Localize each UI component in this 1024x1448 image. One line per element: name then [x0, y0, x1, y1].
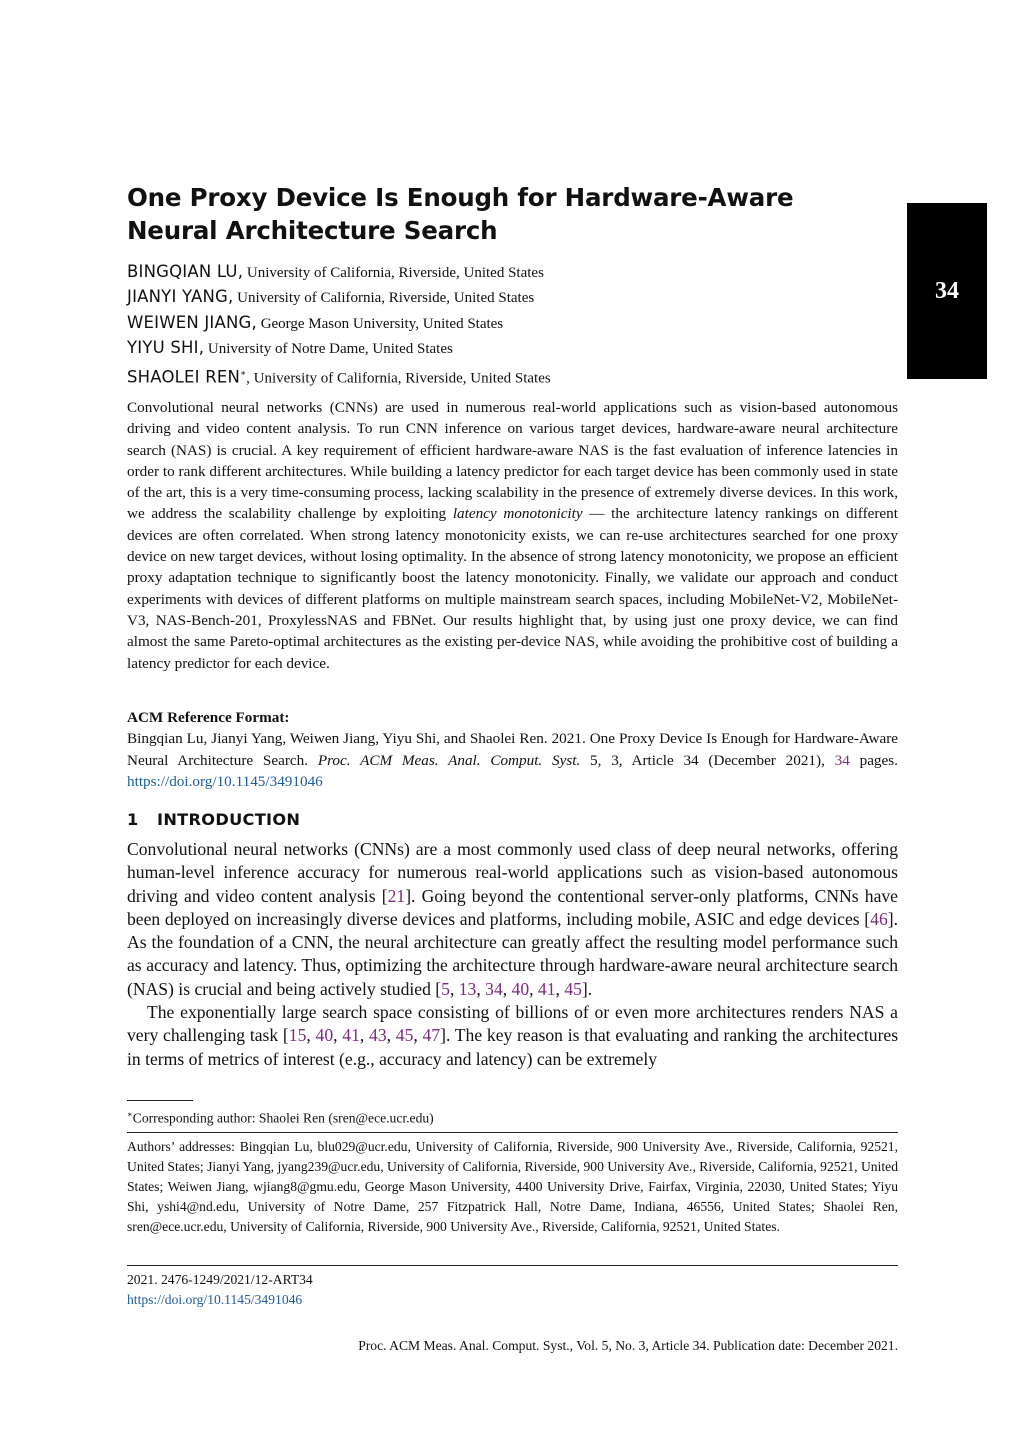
author-entry	[127, 337, 887, 362]
publication-doi-link[interactable]: https://doi.org/10.1145/3491046	[127, 1292, 303, 1307]
reference-text: 5, 3, Article 34 (December 2021),	[580, 751, 835, 769]
author-affiliation: , University of California, Riverside, United States	[246, 370, 551, 387]
publication-line: 2021. 2476-1249/2021/12-ART34	[127, 1272, 313, 1287]
paper-title: One Proxy Device Is Enough for Hardware-Aware Neural Architecture Search	[127, 183, 794, 245]
body-text: ].	[581, 978, 593, 999]
publication-info	[127, 1270, 898, 1310]
body-text: ]. As the foundation of a CNN, the neural architecture can greatly affect the resulting model performance such as accuracy and latency. Thus, optimizing the architecture through hardware-aware neural architecture search (NAS) is crucial and being actively studied [	[127, 908, 898, 999]
author-name: WEIWEN JIANG,	[127, 312, 257, 332]
citation-link[interactable]: 5	[441, 978, 450, 999]
citation-link[interactable]: 41	[537, 978, 556, 999]
author-name: BINGQIAN LU,	[127, 262, 244, 281]
citation-link[interactable]: 21	[387, 885, 406, 906]
doi-link[interactable]: https://doi.org/10.1145/3491046	[127, 772, 323, 790]
author-entry	[127, 312, 887, 337]
section-title: INTRODUCTION	[157, 810, 301, 829]
author-name: JIANYI YANG,	[127, 287, 234, 307]
introduction-body	[127, 838, 898, 1071]
running-footer: Proc. ACM Meas. Anal. Comput. Syst., Vol. 5, No. 3, Article 34. Publication date: December 2021.	[358, 1338, 898, 1353]
author-entry	[127, 362, 887, 387]
author-list	[127, 261, 887, 387]
author-entry	[127, 286, 887, 311]
citation-link[interactable]: 46	[870, 908, 888, 929]
acm-reference-heading: ACM Reference Format:	[127, 709, 290, 726]
reference-text: Bingqian Lu, Jianyi Yang, Weiwen Jiang, Yiyu Shi, and Shaolei Ren. 2021. One Proxy Device Is Enough for Hardware-Aware Neural Architecture Search.	[127, 730, 898, 769]
section-number: 1	[127, 810, 139, 829]
author-affiliation: University of California, Riverside, United States	[233, 290, 535, 307]
article-number: 34	[935, 277, 959, 304]
footnote-mark: ∗	[127, 1109, 133, 1119]
author-affiliation: University of Notre Dame, United States	[204, 340, 453, 357]
reference-text: pages.	[849, 751, 898, 769]
body-text: The exponentially large search space consisting of billions of or even more architectures renders NAS a very challenging task [	[127, 1002, 898, 1046]
acm-reference-body	[127, 728, 898, 792]
citation-link[interactable]: 34	[485, 978, 503, 999]
body-text: ]. Going beyond the contentional server-only platforms, CNNs have been deployed on increasingly diverse devices and platforms, including mobile, ASIC and edge devices [	[127, 885, 898, 929]
citation-link[interactable]: 43	[369, 1025, 387, 1046]
journal-name: Proc. ACM Meas. Anal. Comput. Syst.	[317, 751, 581, 769]
author-entry	[127, 261, 887, 286]
section-heading	[127, 808, 898, 832]
body-text: ]. The key reason is that evaluating and ranking the architectures in terms of metrics of interest (e.g., accuracy and latency) can be extremely	[127, 1025, 899, 1069]
page-count-link[interactable]: 34	[834, 751, 850, 769]
paragraph: The exponentially large search space consisting of billions of or even more architectures renders NAS a very challenging task [15, 40, 41, 43, 45, 47]. The key reason is that evaluating and ranking the architectures in terms of metrics of interest (e.g., accuracy and latency) can be extremely	[127, 1002, 899, 1069]
abstract-text: — the architecture latency rankings on different devices are often correlated. When strong latency monotonicity exists, we can re-use architectures searched for one proxy device on new target devices, without losing optimality. In the absence of strong latency monotonicity, we propose an efficient proxy adaptation technique to significantly boost the latency monotonicity. Finally, we validate our approach and conduct experiments with devices of different platforms on multiple mainstream search spaces, including MobileNet-V2, MobileNet-V3, NAS-Bench-201, ProxylessNAS and FBNet. Our results highlight that, by using just one proxy device, we can find almost the same Pareto-optimal architectures as the existing per-device NAS, while avoiding the prohibitive cost of building a latency predictor for each device.	[127, 505, 898, 672]
abstract-text: Convolutional neural networks (CNNs) are used in numerous real-world applications such as vision-based autonomous driving and video content analysis. To run CNN inference on various target devices, hardware-aware neural architecture search (NAS) is crucial. A key requirement of efficient hardware-aware NAS is the fast evaluation of inference latencies in order to rank different architectures. While building a latency predictor for each target device has been commonly used in state of the art, this is a very time-consuming process, lacking scalability in the presence of extremely diverse devices. In this work, we address the scalability challenge by exploiting	[127, 399, 898, 523]
paragraph: Convolutional neural networks (CNNs) are a most commonly used class of deep neural networks, offering human-level inference accuracy for numerous real-world applications such as vision-based autonomous driving and video content analysis [21]. Going beyond the contentional server-only platforms, CNNs have been deployed on increasingly diverse devices and platforms, including mobile, ASIC and edge devices [46]. As the foundation of a CNN, the neural architecture can greatly affect the resulting model performance such as accuracy and latency. Thus, optimizing the architecture through hardware-aware neural architecture search (NAS) is crucial and being actively studied [5, 13, 34, 40, 41, 45].	[127, 839, 898, 999]
footnote-rule	[127, 1100, 193, 1101]
abstract-emphasis: latency monotonicity	[452, 505, 583, 523]
author-affiliation: University of California, Riverside, United States	[243, 265, 544, 281]
article-number-tab	[907, 203, 987, 379]
citation-link[interactable]: 40	[511, 978, 530, 999]
body-text: Convolutional neural networks (CNNs) are a most commonly used class of deep neural networks, offering human-level inference accuracy for numerous real-world applications such as vision-based autonomous driving and video content analysis [	[127, 839, 898, 906]
citation-link[interactable]: 40	[315, 1025, 334, 1046]
divider	[127, 1132, 898, 1133]
author-name: SHAOLEI REN	[127, 367, 241, 387]
citation-link[interactable]: 41	[342, 1025, 360, 1046]
citation-link[interactable]: 15	[288, 1025, 307, 1046]
divider	[127, 1265, 898, 1266]
citation-link[interactable]: 45	[564, 978, 582, 999]
citation-link[interactable]: 13	[458, 978, 477, 999]
footnote	[127, 1104, 898, 1129]
corresponding-author-mark: ∗	[240, 368, 247, 379]
acm-reference-format	[127, 707, 898, 792]
author-addresses: Authors’ addresses: Bingqian Lu, blu029@ucr.edu, University of California, Riverside, 900 University Ave., Riverside, California, 92521, United States; Jianyi Yang, jyang239@ucr.edu, University of California, Riverside, 900 University Ave., Riverside, California, 92521, United States; Weiwen Jiang, wjiang8@gmu.edu, George Mason University, 4400 University Drive, Fairfax, Virginia, 22030, United States; Yiyu Shi, yshi4@nd.edu, University of Notre Dame, 257 Fitzpatrick Hall, Notre Dame, Indiana, 46556, United States; Shaolei Ren, sren@ece.ucr.edu, University of California, Riverside, 900 University Ave., Riverside, California, 92521, United States.	[127, 1139, 898, 1234]
citation-link[interactable]: 47	[422, 1025, 441, 1046]
citation-link[interactable]: 45	[395, 1025, 414, 1046]
author-name: YIYU SHI,	[127, 337, 205, 357]
author-affiliation: George Mason University, United States	[256, 315, 504, 332]
abstract	[127, 397, 898, 674]
footnote-text: Corresponding author: Shaolei Ren (sren@ece.ucr.edu)	[132, 1110, 434, 1126]
